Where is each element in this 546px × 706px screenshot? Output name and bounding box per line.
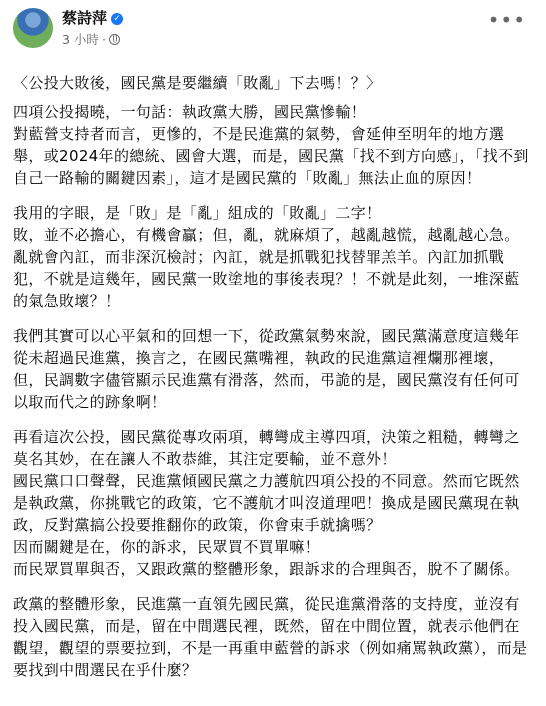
post-title: 〈公投大敗後，國民黨是要繼續「敗亂」下去嗎！？〉 — [13, 74, 382, 92]
post-paragraph: 再看這次公投，國民黨從專攻兩項，轉彎成主導四項，決策之粗糙，轉彎之莫名其妙，在在讓人不敢恭維，其注定要輸，並不意外！ 國民黨口口聲聲，民進黨傾國民黨之力護航四項公投的不同意。然而它既然是執政黨，你挑戰它的政策，它不護航才叫沒道理吧！換成是國民黨現在執政，反對黨搞公投要推翻你的政策，你會束手就擒嗎？ 因而關鍵是在，你的訴求，民眾買不買單嘛！ 而民眾買單與否，又跟政黨的整體形象，跟訴求的合理與否，脫不了關係。 — [13, 428, 520, 578]
post-paragraph: 我們其實可以心平氣和的回想一下，從政黨氣勢來說，國民黨滿意度這幾年從未超過民進黨，換言之，在國民黨嘴裡，執政的民進黨這裡爛那裡壞，但，民調數字儘管顯示民進黨有滑落，然而，弔詭的是，國民黨沒有任何可以取而代之的跡象啊！ — [13, 327, 520, 411]
post-paragraph: 我用的字眼，是「敗」是「亂」組成的「敗亂」二字！ 敗，並不必擔心，有機會贏；但，亂，就麻煩了，越亂越慌，越亂越心急。亂就會內訌，而非深沉檢討；內訌，就是抓戰犯找替罪羔羊。內訌加抓戰犯，不就是這幾年，國民黨一敗塗地的事後表現？！不就是此刻，一堆深藍的氣急敗壞？！ — [13, 204, 520, 310]
author-name[interactable]: 蔡詩萍 — [62, 9, 108, 27]
author-avatar[interactable] — [13, 8, 53, 48]
more-options-icon[interactable]: ••• — [487, 8, 526, 32]
verified-badge-icon: ✓ — [111, 13, 123, 25]
post-timestamp[interactable]: 3 小時 — [62, 32, 99, 47]
post-paragraph: 四項公投揭曉，一句話：執政黨大勝，國民黨慘輸！ 對藍營支持者而言，更慘的，不是民進黨的氣勢，會延伸至明年的地方選舉，或2024年的總統、國會大選，而是，國民黨「找不到方向感」，「找不到自己一路輸的關鍵因素」，這才是國民黨的「敗亂」無法止血的原因！ — [13, 103, 529, 187]
post-header — [13, 8, 534, 58]
post-content — [13, 72, 534, 681]
post-meta-row — [62, 30, 123, 48]
name-row — [62, 9, 123, 28]
meta-separator: · — [101, 31, 106, 47]
post-paragraph: 政黨的整體形象，民進黨一直領先國民黨，從民進黨滑落的支持度，並沒有投入國民黨，而是，留在中間選民裡，既然，留在中間位置，就表示他們在觀望，觀望的票要拉到，不是一再重申藍營的訴求（例如痛罵執政黨），而是要找到中間選民在乎什麼？ — [13, 595, 528, 679]
author-meta — [62, 9, 123, 48]
globe-icon[interactable] — [109, 34, 120, 45]
